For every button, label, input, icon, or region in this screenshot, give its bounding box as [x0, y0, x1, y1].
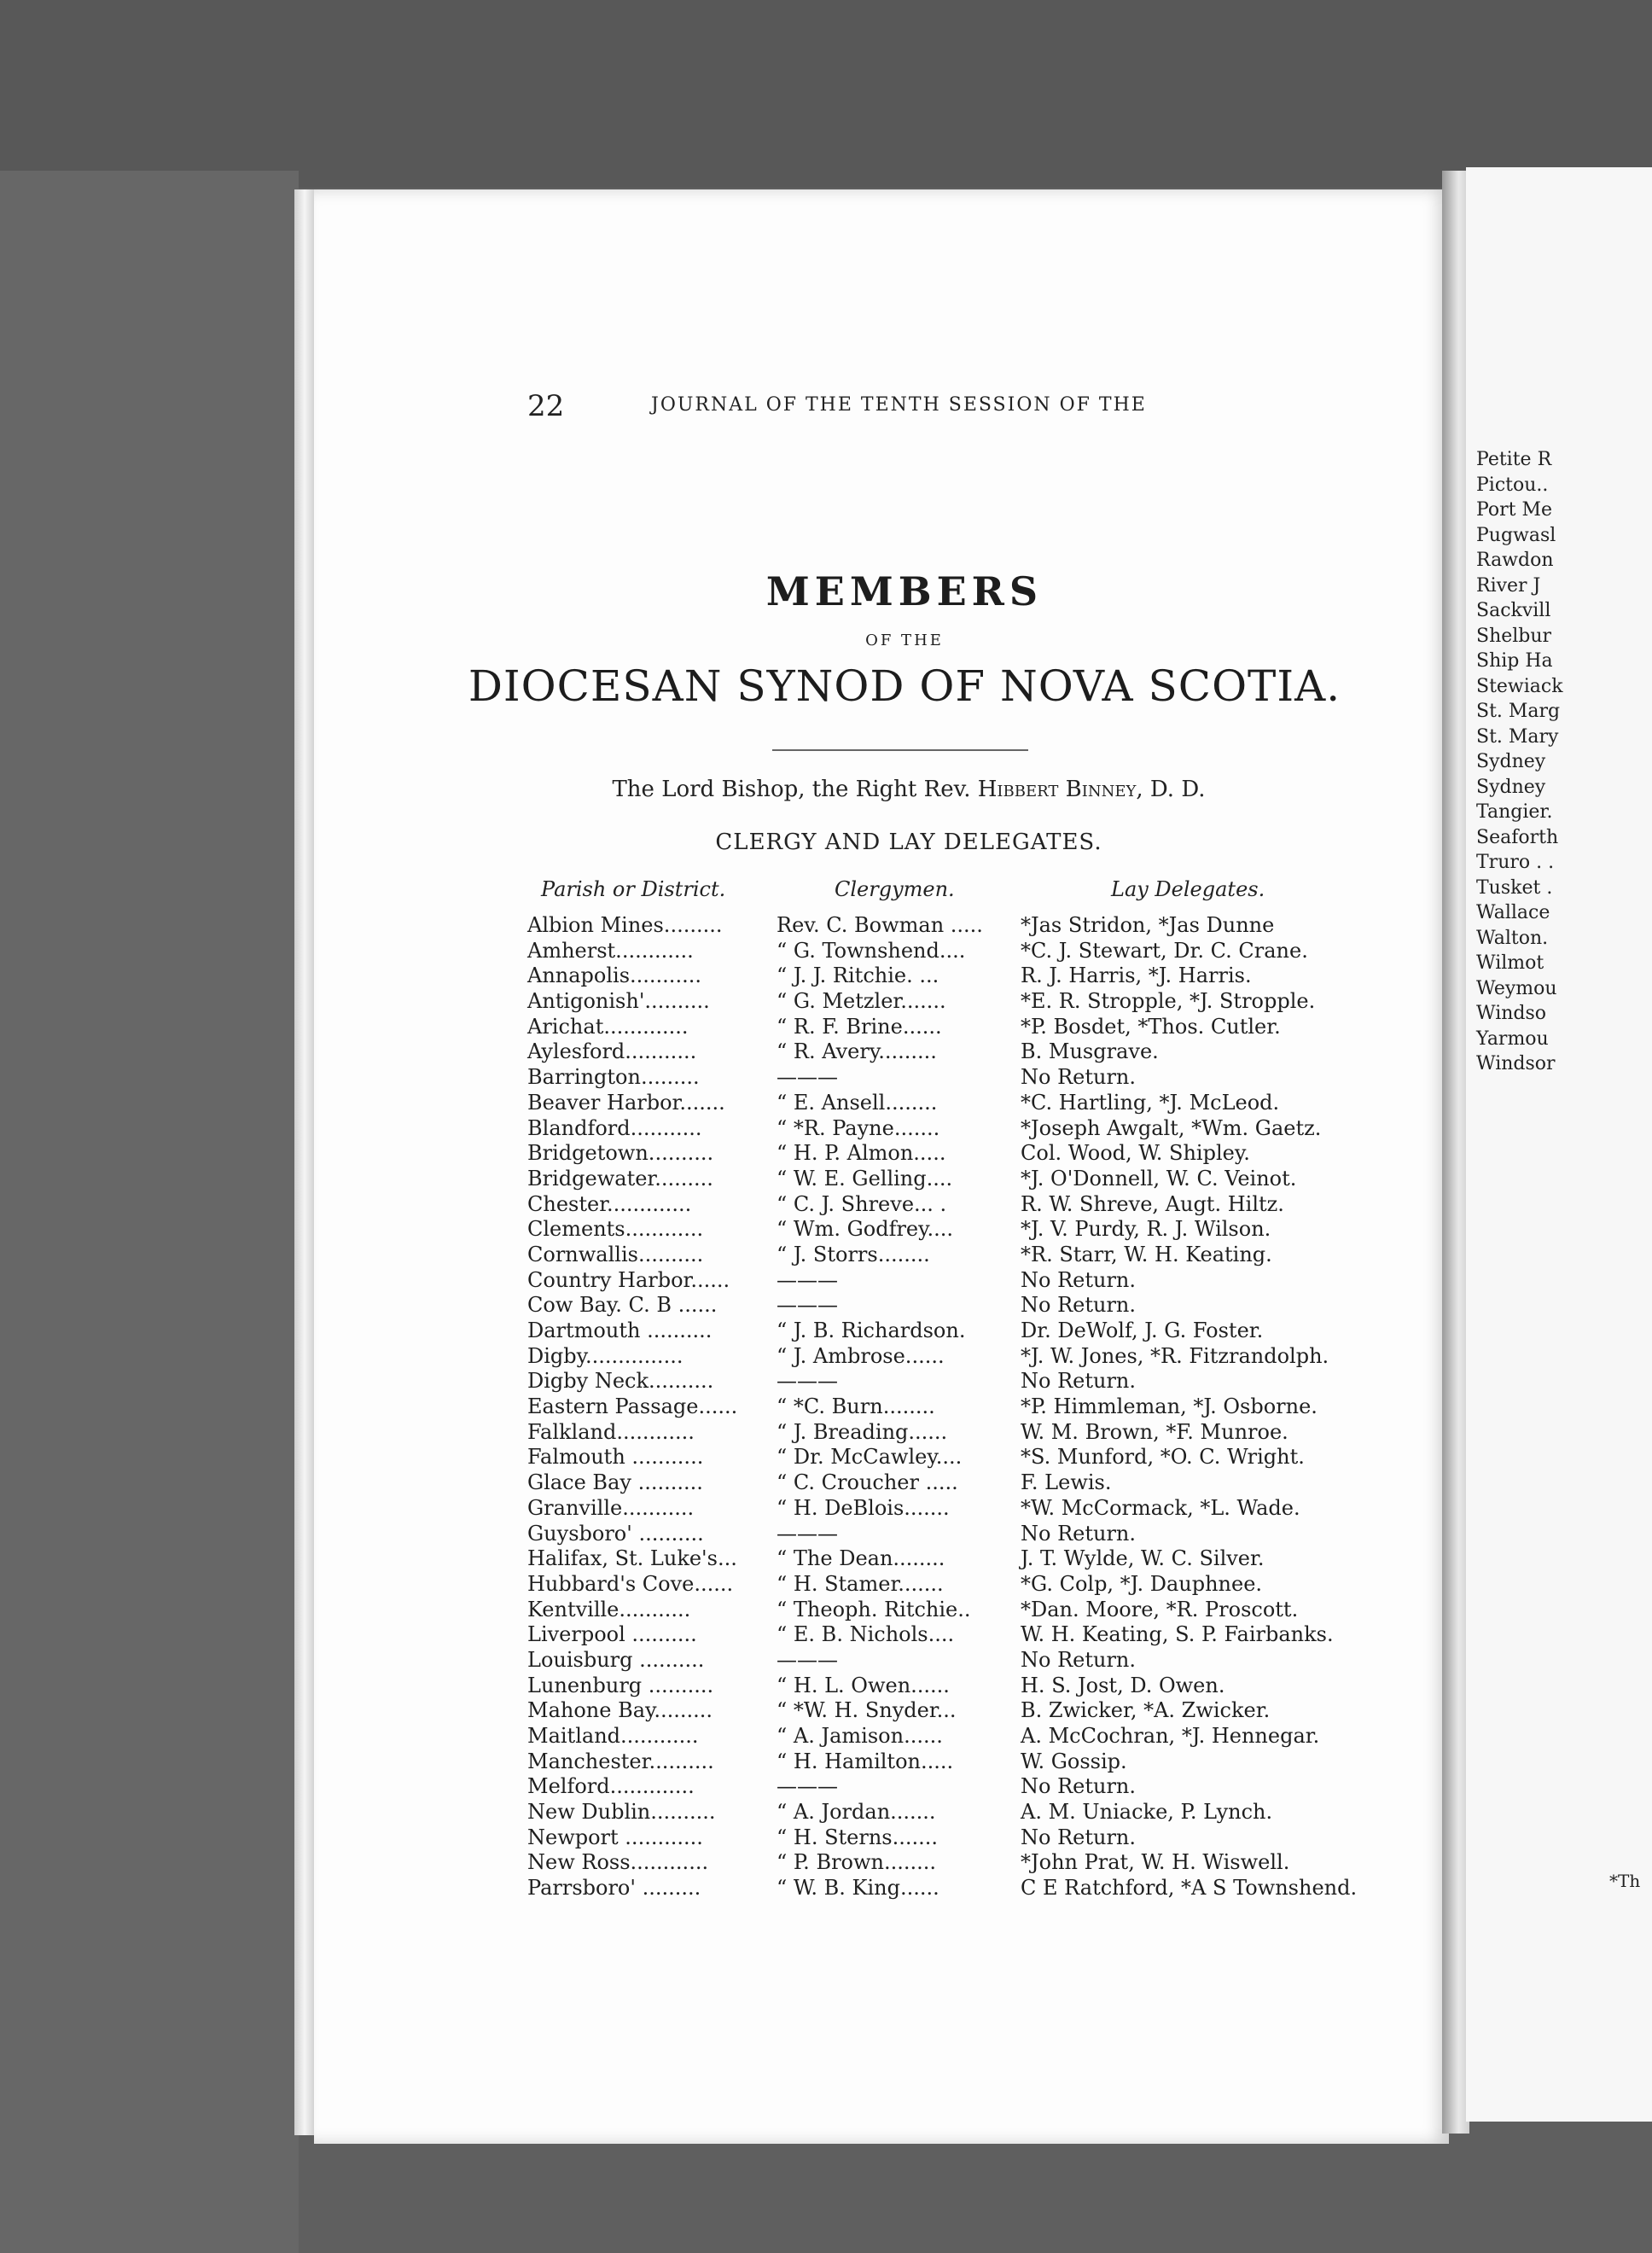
parish-cell: Chester.............	[527, 1191, 692, 1216]
parish-cell: Halifax, St. Luke's...	[527, 1546, 737, 1571]
clergy-cell: “ H. Hamilton.....	[777, 1749, 954, 1773]
parish-cell: Amherst............	[527, 938, 694, 963]
clergy-cell: “ Dr. McCawley....	[777, 1445, 963, 1470]
lay-delegates-cell: *R. Starr, W. H. Keating.	[1021, 1242, 1272, 1266]
facing-page-item: Walton.	[1476, 927, 1549, 949]
parish-cell: Newport ............	[527, 1825, 703, 1849]
lay-delegates-cell: *S. Munford, *O. C. Wright.	[1021, 1445, 1305, 1470]
lay-delegates-cell: No Return.	[1021, 1267, 1137, 1292]
parish-cell: Annapolis...........	[527, 963, 701, 988]
parish-cell: Antigonish'..........	[527, 989, 710, 1014]
lay-delegates-cell: No Return.	[1021, 1065, 1137, 1090]
lay-delegates-cell: W. H. Keating, S. P. Fairbanks.	[1021, 1622, 1334, 1647]
facing-page-item: Shelbur	[1476, 625, 1552, 647]
clergy-cell: ———	[777, 1293, 838, 1318]
parish-cell: New Ross............	[527, 1850, 709, 1875]
lay-delegates-cell: No Return.	[1021, 1825, 1137, 1849]
clergy-cell: “ A. Jamison......	[777, 1724, 943, 1748]
facing-page-item: Petite R	[1476, 449, 1552, 470]
facing-page-item: Sydney	[1476, 776, 1546, 798]
parish-cell: Digby Neck..........	[527, 1369, 714, 1394]
document-title	[341, 568, 1468, 711]
clergy-cell: ———	[777, 1369, 838, 1394]
clergy-cell: “ R. F. Brine......	[777, 1014, 942, 1039]
lay-delegates-cell: *Jas Stridon, *Jas Dunne	[1021, 913, 1275, 937]
parish-cell: Cow Bay. C. B ......	[527, 1293, 718, 1318]
bishop-name: Hibbert Binney	[977, 777, 1137, 802]
facing-page-item: St. Marg	[1476, 701, 1561, 722]
parish-cell: Louisburg ..........	[527, 1647, 705, 1672]
parish-cell: Guysboro' ..........	[527, 1521, 704, 1546]
clergy-cell: “ H. DeBlois.......	[777, 1495, 950, 1520]
parish-cell: Falkland............	[527, 1419, 695, 1444]
lay-delegates-cell: B. Zwicker, *A. Zwicker.	[1021, 1698, 1271, 1723]
clergy-cell: “ J. Breading......	[777, 1419, 948, 1444]
title-line-3: DIOCESAN SYNOD OF NOVA SCOTIA.	[468, 661, 1341, 711]
lay-delegates-cell: No Return.	[1021, 1774, 1137, 1799]
clergy-cell: “ C. J. Shreve... .	[777, 1191, 947, 1216]
clergy-cell: ———	[777, 1267, 838, 1292]
parish-cell: Digby...............	[527, 1343, 683, 1368]
parish-cell: Parrsboro' .........	[527, 1876, 701, 1901]
lay-delegates-cell: *John Prat, W. H. Wiswell.	[1021, 1850, 1290, 1875]
title-rule	[772, 749, 1028, 751]
facing-page-item: Windso	[1476, 1003, 1547, 1024]
lay-delegates-cell: *J. W. Jones, *R. Fitzrandolph.	[1021, 1343, 1329, 1368]
facing-page-item: Tangier.	[1476, 801, 1553, 823]
scan-background-top	[0, 0, 1652, 188]
facing-page-item: Truro . .	[1476, 852, 1555, 873]
parish-cell: Barrington.........	[527, 1065, 700, 1090]
clergy-cell: “ W. E. Gelling....	[777, 1166, 953, 1191]
lay-delegates-cell: *J. V. Purdy, R. J. Wilson.	[1021, 1217, 1271, 1242]
facing-page-item: Windsor	[1476, 1053, 1556, 1074]
bishop-suffix: , D. D.	[1136, 777, 1206, 802]
parish-cell: Bridgetown..........	[527, 1141, 714, 1166]
lay-delegates-cell: No Return.	[1021, 1521, 1137, 1546]
lay-delegates-cell: H. S. Jost, D. Owen.	[1021, 1673, 1225, 1697]
lay-delegates-cell: R. W. Shreve, Augt. Hiltz.	[1021, 1191, 1284, 1216]
book-page-right	[1466, 167, 1652, 2122]
parish-cell: Aylesford...........	[527, 1039, 697, 1064]
parish-cell: New Dublin..........	[527, 1800, 716, 1825]
clergy-cell: ———	[777, 1065, 838, 1090]
parish-cell: Arichat.............	[527, 1014, 689, 1039]
facing-page-item: Wilmot	[1476, 952, 1544, 974]
lay-delegates-cell: *C. Hartling, *J. McLeod.	[1021, 1090, 1280, 1115]
lay-delegates-cell: *C. J. Stewart, Dr. C. Crane.	[1021, 938, 1308, 963]
facing-page-item: River J	[1476, 574, 1541, 597]
parish-cell: Granville...........	[527, 1495, 695, 1520]
facing-page-item: Rawdon	[1476, 550, 1554, 571]
clergy-cell: “ H. Stamer.......	[777, 1571, 944, 1596]
column-header-clergy: Clergymen.	[835, 877, 955, 901]
clergy-cell: “ E. Ansell........	[777, 1090, 938, 1115]
lay-delegates-cell: A. McCochran, *J. Hennegar.	[1021, 1724, 1320, 1748]
clergy-cell: “ C. Croucher .....	[777, 1470, 958, 1495]
parish-cell: Country Harbor......	[527, 1267, 730, 1292]
clergy-cell: “ P. Brown........	[777, 1850, 937, 1875]
clergy-cell: “ J. J. Ritchie. ...	[777, 963, 939, 988]
lay-delegates-cell: R. J. Harris, *J. Harris.	[1021, 963, 1252, 988]
facing-page-item: St. Mary	[1476, 725, 1559, 748]
facing-page-item: Pugwasl	[1476, 524, 1556, 546]
section-heading: CLERGY AND LAY DELEGATES.	[715, 830, 1102, 855]
facing-page-item: Wallace	[1476, 902, 1550, 923]
parish-cell: Hubbard's Cove......	[527, 1571, 734, 1596]
page-number: 22	[527, 389, 565, 423]
clergy-cell: ———	[777, 1774, 838, 1799]
parish-cell: Bridgewater.........	[527, 1166, 713, 1191]
facing-page-item: Pictou..	[1476, 474, 1549, 496]
lay-delegates-cell: Col. Wood, W. Shipley.	[1021, 1141, 1250, 1166]
clergy-cell: “ H. L. Owen......	[777, 1673, 950, 1697]
lay-delegates-cell: *P. Bosdet, *Thos. Cutler.	[1021, 1014, 1281, 1039]
parish-cell: Maitland............	[527, 1724, 699, 1748]
lay-delegates-cell: *W. McCormack, *L. Wade.	[1021, 1495, 1300, 1520]
clergy-cell: ———	[777, 1521, 838, 1546]
parish-cell: Albion Mines.........	[527, 913, 723, 937]
parish-cell: Blandford...........	[527, 1115, 702, 1140]
parish-cell: Liverpool ..........	[527, 1622, 697, 1647]
clergy-cell: “ G. Metzler.......	[777, 989, 946, 1014]
parish-cell: Cornwallis..........	[527, 1242, 704, 1266]
parish-cell: Falmouth ...........	[527, 1445, 704, 1470]
parish-cell: Glace Bay ..........	[527, 1470, 703, 1495]
running-head: JOURNAL OF THE TENTH SESSION OF THE	[651, 394, 1147, 416]
bishop-line	[341, 777, 1476, 802]
parish-cell: Lunenburg ..........	[527, 1673, 714, 1697]
parish-cell: Manchester..........	[527, 1749, 714, 1773]
column-header-parish: Parish or District.	[541, 877, 726, 901]
lay-delegates-cell: *Joseph Awgalt, *Wm. Gaetz.	[1021, 1115, 1322, 1140]
clergy-cell: “ W. B. King......	[777, 1876, 939, 1901]
lay-delegates-cell: Dr. DeWolf, J. G. Foster.	[1021, 1319, 1264, 1342]
clergy-cell: “ *R. Payne.......	[777, 1115, 940, 1140]
lay-delegates-cell: F. Lewis.	[1021, 1470, 1112, 1495]
clergy-cell: “ E. B. Nichols....	[777, 1622, 955, 1647]
parish-cell: Dartmouth ..........	[527, 1319, 713, 1342]
lay-delegates-cell: *P. Himmleman, *J. Osborne.	[1021, 1394, 1318, 1419]
facing-page-item: Weymou	[1476, 977, 1557, 999]
clergy-cell: “ J. Storrs........	[777, 1242, 930, 1266]
lay-delegates-cell: W. M. Brown, *F. Munroe.	[1021, 1419, 1288, 1444]
facing-page-item: Yarmou	[1476, 1028, 1549, 1050]
parish-cell: Mahone Bay.........	[527, 1698, 713, 1723]
scan-background-left	[0, 171, 299, 2253]
facing-page-item: Ship Ha	[1476, 650, 1553, 672]
facing-page-item: Sackvill	[1476, 600, 1551, 621]
lay-delegates-cell: A. M. Uniacke, P. Lynch.	[1021, 1800, 1273, 1825]
column-header-lay: Lay Delegates.	[1111, 877, 1265, 901]
clergy-cell: Rev. C. Bowman .....	[777, 913, 983, 937]
lay-delegates-cell: B. Musgrave.	[1021, 1039, 1159, 1064]
clergy-cell: “ The Dean........	[777, 1546, 945, 1571]
facing-page-item: Sydney	[1476, 751, 1546, 772]
lay-delegates-cell: *J. O'Donnell, W. C. Veinot.	[1021, 1166, 1297, 1191]
lay-delegates-cell: No Return.	[1021, 1647, 1137, 1672]
facing-page-footnote: *Th	[1609, 1871, 1641, 1891]
lay-delegates-cell: *Dan. Moore, *R. Proscott.	[1021, 1597, 1299, 1621]
lay-delegates-cell: No Return.	[1021, 1369, 1137, 1394]
title-line-2: OF THE	[865, 632, 944, 649]
clergy-cell: “ *W. H. Snyder...	[777, 1698, 957, 1723]
clergy-cell: ———	[777, 1647, 838, 1672]
lay-delegates-cell: C E Ratchford, *A S Townshend.	[1021, 1876, 1358, 1901]
facing-page-list	[1476, 447, 1563, 1077]
facing-page-item: Port Me	[1476, 499, 1553, 521]
lay-delegates-cell: *E. R. Stropple, *J. Stropple.	[1021, 989, 1316, 1014]
clergy-cell: “ H. Sterns.......	[777, 1825, 939, 1849]
clergy-cell: “ J. Ambrose......	[777, 1343, 945, 1368]
lay-delegates-cell: J. T. Wylde, W. C. Silver.	[1021, 1546, 1265, 1571]
clergy-cell: “ Theoph. Ritchie..	[777, 1597, 971, 1621]
lay-delegates-cell: W. Gossip.	[1021, 1749, 1127, 1773]
clergy-cell: “ J. B. Richardson.	[777, 1319, 966, 1342]
clergy-cell: “ H. P. Almon.....	[777, 1141, 946, 1166]
clergy-cell: “ A. Jordan.......	[777, 1800, 936, 1825]
clergy-cell: “ R. Avery.........	[777, 1039, 937, 1064]
parish-cell: Beaver Harbor.......	[527, 1090, 725, 1115]
lay-delegates-cell: No Return.	[1021, 1293, 1137, 1318]
parish-cell: Melford.............	[527, 1774, 695, 1799]
clergy-cell: “ Wm. Godfrey....	[777, 1217, 954, 1242]
parish-cell: Eastern Passage......	[527, 1394, 738, 1419]
title-line-1: MEMBERS	[765, 568, 1044, 614]
clergy-cell: “ G. Townshend....	[777, 938, 966, 963]
clergy-cell: “ *C. Burn........	[777, 1394, 935, 1419]
facing-page-item: Seaforth	[1476, 826, 1559, 848]
parish-cell: Clements............	[527, 1217, 704, 1242]
lay-delegates-cell: *G. Colp, *J. Dauphnee.	[1021, 1571, 1263, 1596]
facing-page-item: Tusket .	[1476, 876, 1553, 899]
bishop-prefix: The Lord Bishop, the Right Rev.	[612, 777, 978, 802]
parish-cell: Kentville...........	[527, 1597, 691, 1621]
facing-page-item: Stewiack	[1476, 675, 1563, 697]
